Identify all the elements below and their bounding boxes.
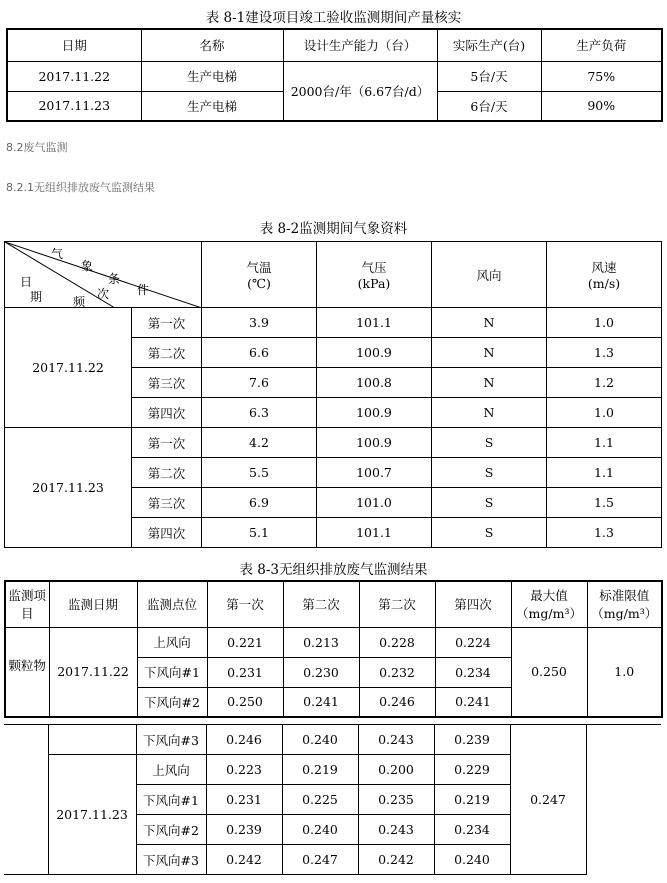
cell-value: 0.239 [434,725,510,755]
header-monitoring-point: 监测点位 [137,581,207,627]
cell-temp: 6.3 [202,398,317,428]
cell-pressure: 100.9 [317,398,432,428]
cell-pressure: 101.0 [317,488,432,518]
cell-value: 0.224 [435,627,511,657]
cell-point: 下风向#1 [137,657,207,687]
header-pressure: 气压 (kPa) [317,242,432,308]
table-row [7,61,662,91]
header-temperature: 气温 (℃) [202,242,317,308]
cell-value: 0.246 [206,725,282,755]
cell-temp: 6.9 [202,488,317,518]
cell-pressure: 100.8 [317,368,432,398]
cell-frequency: 第三次 [132,368,202,398]
section-heading-8-2-1: 8.2.1无组织排放废气监测结果 [6,181,155,194]
table-row [4,725,661,755]
cell-value: 0.241 [435,687,511,717]
table-8-1-caption: 表 8-1建设项目竣工验收监测期间产量核实 [205,10,462,26]
cell-temp: 5.5 [202,458,317,488]
cell-date: 2017.11.23 [5,428,132,548]
cell-point: 上风向 [136,755,206,785]
header-name: 名称 [141,29,283,61]
cell-value: 0.247 [282,845,358,875]
header-standard-limit: 标准限值 （mg/m³） [587,581,662,627]
cell-item-continued [4,725,48,875]
cell-value: 0.223 [206,755,282,785]
header-max-value: 最大值 （mg/m³） [511,581,587,627]
header-first: 第一次 [207,581,283,627]
table-row [5,308,662,338]
header-monitoring-item: 监测项目 [5,581,49,627]
cell-value: 0.234 [434,815,510,845]
cell-value: 0.250 [207,687,283,717]
diag-label-tiao: 条 [108,272,121,286]
cell-value: 0.240 [282,725,358,755]
cell-item: 颗粒物 [5,627,49,717]
cell-value: 0.230 [283,657,359,687]
cell-temp: 7.6 [202,368,317,398]
table-8-1 [6,28,663,122]
cell-value: 0.239 [206,815,282,845]
cell-value: 0.243 [358,725,434,755]
header-wind-speed: 风速 (m/s) [547,242,662,308]
cell-limit-continued [586,725,661,875]
cell-value: 0.200 [358,755,434,785]
cell-wind-dir: N [432,398,547,428]
header-monitoring-date: 监测日期 [49,581,137,627]
cell-value: 0.242 [358,845,434,875]
cell-wind-dir: N [432,308,547,338]
cell-value: 0.243 [358,815,434,845]
cell-frequency: 第一次 [132,308,202,338]
header-date: 日期 [7,29,141,61]
cell-load: 90% [541,91,662,121]
cell-point: 下风向#3 [136,725,206,755]
diag-label-ci: 次 [97,287,110,301]
cell-wind-speed: 1.3 [547,518,662,548]
cell-date: 2017.11.22 [49,627,137,717]
cell-value: 0.240 [282,815,358,845]
table-8-2 [4,241,662,548]
cell-date: 2017.11.22 [5,308,132,428]
header-production-load: 生产负荷 [541,29,662,61]
cell-wind-dir: S [432,428,547,458]
cell-value: 0.231 [206,785,282,815]
cell-max: 0.250 [511,627,587,717]
cell-value: 0.225 [282,785,358,815]
header-fourth: 第四次 [435,581,511,627]
cell-wind-speed: 1.3 [547,338,662,368]
cell-load: 75% [541,61,662,91]
cell-wind-dir: N [432,368,547,398]
cell-date: 2017.11.23 [48,755,136,875]
table-8-3-part-2 [4,724,661,875]
cell-pressure: 100.7 [317,458,432,488]
cell-max: 0.247 [510,725,586,875]
diag-label-qi2: 期 [30,290,43,304]
header-actual-production: 实际生产(台) [437,29,541,61]
cell-actual: 6台/天 [437,91,541,121]
cell-wind-speed: 1.2 [547,368,662,398]
cell-value: 0.229 [434,755,510,785]
table-8-3-part-1 [4,580,663,718]
cell-value: 0.232 [359,657,435,687]
cell-wind-speed: 1.1 [547,428,662,458]
cell-date-continued [48,725,136,755]
cell-date: 2017.11.23 [7,91,141,121]
table-row [5,428,662,458]
diag-label-ri: 日 [20,275,33,289]
cell-point: 下风向#1 [136,785,206,815]
cell-wind-speed: 1.0 [547,398,662,428]
header-wind-direction: 风向 [432,242,547,308]
cell-value: 0.234 [435,657,511,687]
cell-value: 0.213 [283,627,359,657]
cell-point: 下风向#3 [136,845,206,875]
cell-actual: 5台/天 [437,61,541,91]
cell-wind-speed: 1.5 [547,488,662,518]
table-row [5,627,662,657]
cell-value: 0.240 [434,845,510,875]
table-8-3-caption: 表 8-3无组织排放废气监测结果 [239,562,428,578]
header-second: 第二次 [283,581,359,627]
diagonal-header-cell [5,242,202,308]
cell-design-capacity: 2000台/年（6.67台/d） [283,61,437,121]
cell-name: 生产电梯 [141,61,283,91]
cell-temp: 6.6 [202,338,317,368]
cell-frequency: 第三次 [132,488,202,518]
cell-frequency: 第四次 [132,398,202,428]
cell-point: 下风向#2 [136,815,206,845]
cell-pressure: 101.1 [317,518,432,548]
cell-wind-dir: S [432,488,547,518]
cell-frequency: 第二次 [132,338,202,368]
cell-limit: 1.0 [587,627,662,717]
cell-value: 0.221 [207,627,283,657]
cell-date: 2017.11.22 [7,61,141,91]
cell-value: 0.228 [359,627,435,657]
diag-label-xiang: 象 [81,259,94,273]
header-third: 第二次 [359,581,435,627]
cell-value: 0.241 [283,687,359,717]
cell-temp: 4.2 [202,428,317,458]
cell-temp: 3.9 [202,308,317,338]
diag-label-jian: 件 [137,283,150,297]
cell-value: 0.235 [358,785,434,815]
diag-label-pin: 频 [73,295,86,309]
cell-frequency: 第一次 [132,428,202,458]
cell-frequency: 第二次 [132,458,202,488]
cell-pressure: 100.9 [317,428,432,458]
cell-value: 0.231 [207,657,283,687]
cell-value: 0.246 [359,687,435,717]
table-8-2-caption: 表 8-2监测期间气象资料 [259,221,408,237]
section-heading-8-2: 8.2废气监测 [6,141,68,154]
cell-value: 0.219 [282,755,358,785]
header-design-capacity: 设计生产能力（台） [283,29,437,61]
cell-wind-dir: S [432,518,547,548]
cell-wind-dir: S [432,458,547,488]
cell-pressure: 100.9 [317,338,432,368]
cell-point: 上风向 [137,627,207,657]
cell-wind-speed: 1.0 [547,308,662,338]
cell-point: 下风向#2 [137,687,207,717]
cell-temp: 5.1 [202,518,317,548]
cell-value: 0.242 [206,845,282,875]
cell-name: 生产电梯 [141,91,283,121]
cell-value: 0.219 [434,785,510,815]
cell-frequency: 第四次 [132,518,202,548]
cell-wind-dir: N [432,338,547,368]
diag-label-qi: 气 [51,247,64,261]
cell-wind-speed: 1.1 [547,458,662,488]
cell-pressure: 101.1 [317,308,432,338]
